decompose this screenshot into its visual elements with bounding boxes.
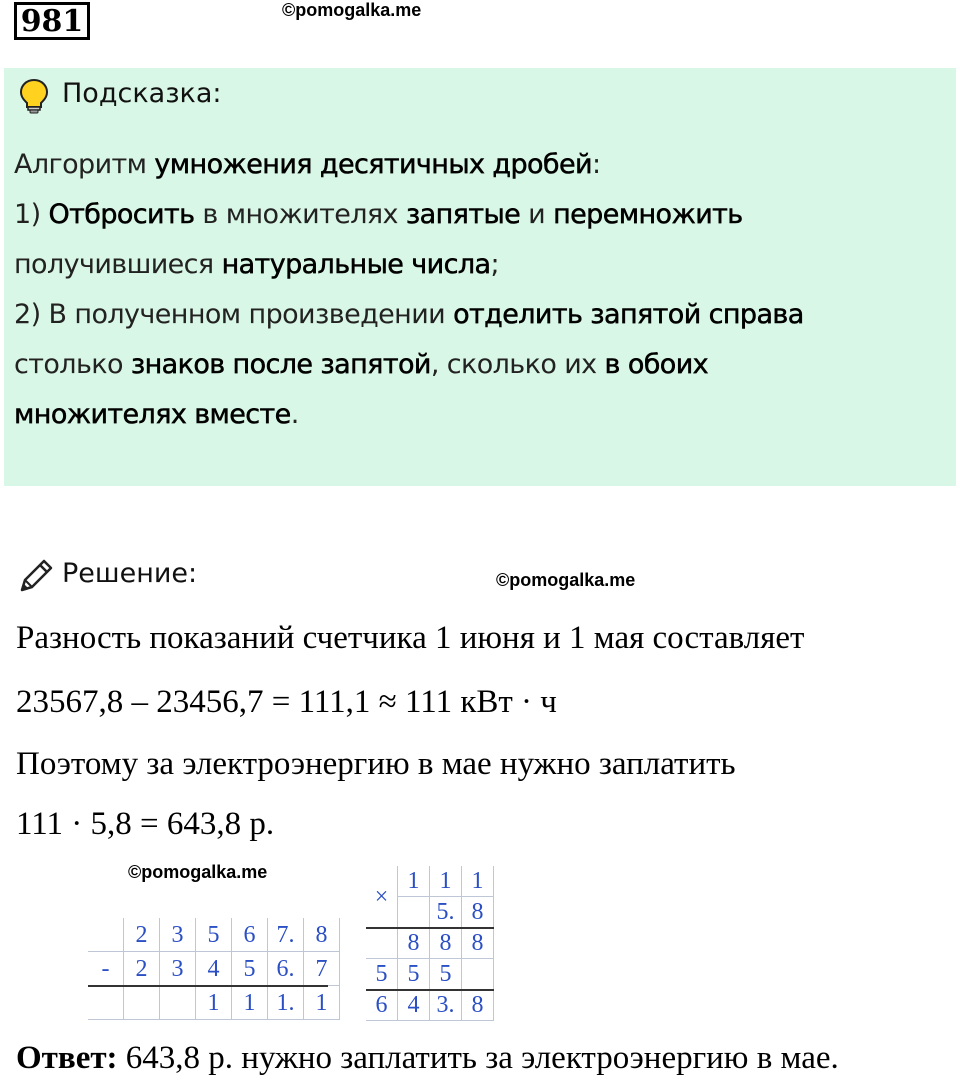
digit: 3.	[430, 990, 462, 1021]
digit: 5	[366, 959, 398, 990]
digit: 1	[232, 986, 268, 1020]
digit: 1	[462, 866, 494, 897]
digit: 7.	[268, 918, 304, 952]
hint-line-5	[14, 340, 944, 390]
solution-line-1: Разность показаний счетчика 1 июня и 1 мая составляет	[16, 620, 805, 656]
solution-line-4: 111 · 5,8 = 643,8 р.	[16, 806, 275, 842]
digit: 8	[430, 928, 462, 959]
digit: 1	[196, 986, 232, 1020]
solution-title: Решение:	[62, 558, 198, 589]
digit: 6	[232, 918, 268, 952]
hint-line-4	[14, 290, 944, 340]
hint-text-part: и	[520, 199, 554, 230]
hint-title: Подсказка:	[62, 78, 222, 109]
hint-text-part: , сколько их	[430, 349, 605, 380]
hint-line-1	[14, 140, 944, 190]
hint-bold-part: запятые	[405, 199, 521, 230]
answer-label: Ответ:	[16, 1040, 118, 1076]
grid-cell	[88, 986, 124, 1020]
watermark: ©pomogalka.me	[128, 862, 268, 882]
digit: 3	[160, 952, 196, 986]
hint-text	[14, 140, 944, 440]
digit: 4	[196, 952, 232, 986]
product-line	[366, 927, 494, 929]
result-line	[366, 989, 494, 991]
answer-text: 643,8 р. нужно заплатить за электроэнергию в мае.	[117, 1040, 839, 1076]
result-line	[88, 985, 328, 987]
multiplication-grid	[366, 866, 494, 1022]
digit: 1.	[268, 986, 304, 1020]
answer	[16, 1040, 839, 1077]
hint-bold-part: множителях вместе	[14, 399, 291, 430]
hint-text-part: в множителях	[194, 199, 406, 230]
hint-text-part: Алгоритм	[14, 149, 155, 180]
digit: 4	[398, 990, 430, 1021]
digit: 1	[430, 866, 462, 897]
hint-line-6	[14, 390, 944, 440]
watermark: ©pomogalka.me	[282, 0, 422, 20]
digit: 5.	[430, 897, 462, 928]
digit: 8	[462, 897, 494, 928]
hint-text-part: 2) В полученном произведении	[14, 299, 454, 330]
digit	[398, 897, 430, 928]
hint-text-part: получившиеся	[14, 249, 222, 280]
digit: 8	[462, 928, 494, 959]
hint-text-part: столько	[14, 349, 131, 380]
digit: 1	[304, 986, 340, 1020]
lightbulb-icon	[18, 78, 50, 118]
digit	[160, 986, 196, 1020]
digit: 6.	[268, 952, 304, 986]
digit: 8	[398, 928, 430, 959]
hint-text-part: ;	[490, 249, 499, 280]
pencil-icon	[16, 556, 56, 600]
hint-text-part: :	[591, 149, 601, 180]
digit: 1	[398, 866, 430, 897]
digit: 6	[366, 990, 398, 1021]
hint-text-part: 1)	[14, 199, 49, 230]
digit: 5	[196, 918, 232, 952]
subtraction-grid	[88, 918, 328, 1022]
digit: 3	[160, 918, 196, 952]
digit: 7	[304, 952, 340, 986]
digit	[124, 986, 160, 1020]
digit: 5	[430, 959, 462, 990]
task-number: 981	[14, 2, 90, 40]
hint-bold-part: натуральные числа	[221, 249, 491, 280]
hint-text-part: .	[290, 399, 299, 430]
digit: 8	[304, 918, 340, 952]
hint-line-3	[14, 240, 944, 290]
hint-bold-part: Отбросить	[48, 199, 195, 230]
subtraction-sign: -	[88, 952, 124, 986]
multiplication-sign: ×	[366, 866, 398, 928]
watermark: ©pomogalka.me	[496, 570, 636, 590]
solution-line-2: 23567,8 – 23456,7 = 111,1 ≈ 111 кВт · ч	[16, 684, 557, 720]
hint-bold-part: перемножить	[553, 199, 743, 230]
digit: 8	[462, 990, 494, 1021]
digit: 5	[232, 952, 268, 986]
hint-bold-part: отделить запятой справа	[453, 299, 804, 330]
digit	[462, 959, 494, 990]
hint-bold-part: в обоих	[604, 349, 709, 380]
hint-bold-part: знаков после запятой	[130, 349, 431, 380]
digit: 2	[124, 952, 160, 986]
grid-cell	[88, 918, 124, 952]
solution-line-3: Поэтому за электроэнергию в мае нужно заплатить	[16, 746, 736, 782]
digit: 5	[398, 959, 430, 990]
hint-line-2	[14, 190, 944, 240]
digit: 2	[124, 918, 160, 952]
hint-bold-part: умножения десятичных дробей	[154, 149, 592, 180]
grid-cell	[366, 928, 398, 959]
